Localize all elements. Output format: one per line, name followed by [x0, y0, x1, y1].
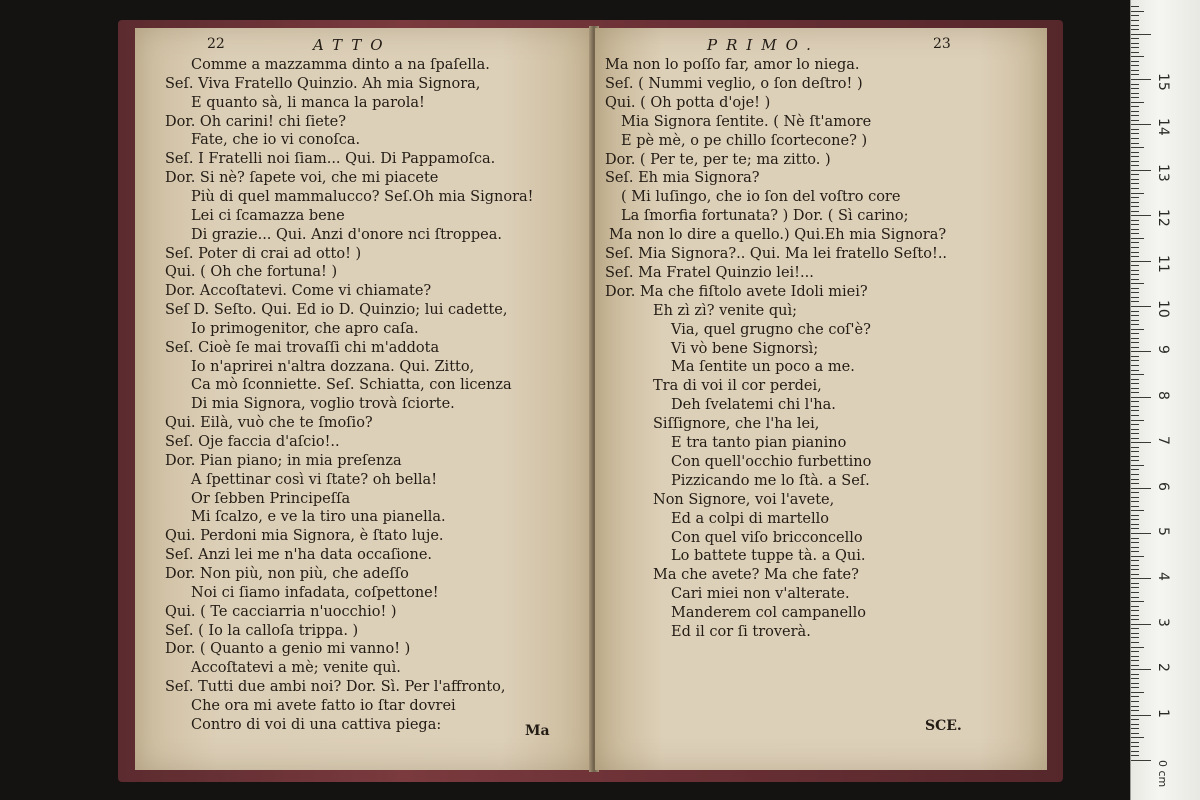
right-text-line: Seſ. ( Nummi veglio, o ſon deſtro! ) — [605, 75, 863, 92]
right-text-line: Seſ. Ma Fratel Quinzio lei!... — [605, 264, 814, 281]
right-text-line: Con quell'occhio furbettino — [671, 453, 872, 470]
ruler-tick — [1131, 106, 1139, 107]
ruler-tick — [1131, 392, 1139, 393]
ruler-tick — [1131, 70, 1139, 71]
ruler-tick — [1131, 65, 1139, 66]
ruler-tick — [1131, 615, 1139, 616]
ruler-tick — [1131, 233, 1139, 234]
right-text-line: Seſ. Mia Signora?.. Qui. Ma lei fratello Seſto!.. — [605, 246, 948, 262]
ruler-tick — [1131, 451, 1139, 452]
left-text-line: Accoſtatevi a mè; venite quì. — [191, 660, 401, 677]
ruler-number: 15 — [1155, 73, 1171, 91]
right-text-line: Dor. ( Per te, per te; ma zitto. ) — [605, 151, 831, 168]
ruler-tick — [1131, 93, 1139, 94]
ruler-tick — [1131, 288, 1139, 289]
ruler-tick — [1131, 247, 1139, 248]
left-catchword: Ma — [525, 723, 550, 739]
ruler-tick — [1131, 74, 1139, 75]
ruler-tick — [1131, 356, 1139, 357]
left-text-line: Seſ. Cioè ſe mai trovaſſi chi m'addota — [165, 339, 440, 356]
left-page-number: 22 — [207, 36, 225, 52]
ruler-tick — [1131, 43, 1139, 44]
ruler-tick — [1131, 202, 1139, 203]
right-text-line: Vi vò bene Signorsì; — [671, 340, 819, 357]
left-text-line: Di mia Signora, voglio trovà ſciorte. — [191, 396, 455, 413]
ruler-tick — [1131, 696, 1139, 697]
ruler-number: 2 — [1155, 663, 1171, 673]
ruler-tick — [1131, 574, 1139, 575]
ruler-tick — [1131, 488, 1151, 489]
right-text-line: Ma non lo poſſo far, amor lo niega. — [605, 57, 860, 73]
ruler-tick — [1131, 174, 1139, 175]
left-text-line: Fate, che io vi conoſca. — [191, 132, 361, 149]
right-text-line: Non Signore, voi l'avete, — [653, 491, 835, 508]
ruler-tick — [1131, 706, 1139, 707]
ruler-tick — [1131, 252, 1139, 253]
ruler-tick — [1131, 583, 1139, 584]
ruler-number: 14 — [1155, 118, 1171, 137]
right-text-line: ( Mi luſingo, che io ſon del voſtro core — [621, 189, 901, 206]
ruler-tick — [1131, 438, 1139, 439]
ruler-tick — [1131, 152, 1139, 153]
ruler-tick — [1131, 79, 1151, 80]
ruler-number: 3 — [1155, 617, 1171, 627]
ruler-tick — [1131, 88, 1139, 89]
ruler-tick — [1131, 551, 1139, 552]
left-text-line: A ſpettinar così vi ſtate? oh bella! — [191, 471, 438, 488]
ruler-tick — [1131, 333, 1139, 334]
ruler-tick — [1131, 610, 1139, 611]
ruler-tick — [1131, 533, 1151, 534]
ruler-tick — [1131, 311, 1139, 312]
right-text-line: Mia Signora ſentite. ( Nè ſt'amore — [621, 113, 872, 130]
left-text-line: Ca mò ſconniette. Seſ. Schiatta, con licenza — [191, 377, 512, 394]
ruler-tick — [1131, 506, 1139, 507]
ruler-tick — [1131, 29, 1139, 30]
ruler-tick — [1131, 406, 1139, 407]
ruler-tick — [1131, 724, 1139, 725]
ruler-tick — [1131, 624, 1151, 625]
ruler-tick — [1131, 515, 1139, 516]
ruler-tick — [1131, 197, 1139, 198]
ruler-tick — [1131, 733, 1139, 734]
ruler-tick — [1131, 138, 1139, 139]
measuring-ruler — [1130, 0, 1200, 800]
ruler-tick — [1131, 165, 1139, 166]
ruler-tick — [1131, 719, 1139, 720]
ruler-tick — [1131, 469, 1139, 470]
left-text-line: Qui. ( Oh che fortuna! ) — [165, 264, 338, 281]
ruler-tick — [1131, 224, 1139, 225]
ruler-number: 8 — [1155, 390, 1171, 400]
ruler-tick — [1131, 429, 1139, 430]
ruler-tick — [1131, 751, 1139, 752]
ruler-tick — [1131, 710, 1139, 711]
ruler-tick — [1131, 147, 1144, 148]
left-text-line: Dor. Non più, non più, che adeſſo — [165, 565, 409, 582]
ruler-tick — [1131, 606, 1139, 607]
ruler-tick — [1131, 6, 1139, 7]
ruler-tick — [1131, 760, 1151, 761]
ruler-tick — [1131, 360, 1139, 361]
ruler-tick — [1131, 111, 1139, 112]
ruler-tick — [1131, 401, 1139, 402]
ruler-tick — [1131, 261, 1151, 262]
right-running-head: PRIMO. — [707, 36, 820, 54]
ruler-tick — [1131, 297, 1139, 298]
ruler-tick — [1131, 25, 1139, 26]
ruler-tick — [1131, 410, 1139, 411]
ruler-tick — [1131, 460, 1139, 461]
ruler-tick — [1131, 665, 1139, 666]
right-text-line: Eh zì zì? venite quì; — [653, 302, 797, 319]
ruler-unit-label: 0 cm — [1156, 760, 1169, 788]
ruler-tick — [1131, 578, 1151, 579]
left-text-line: Seſ. Anzi lei me n'ha data occaſione. — [165, 547, 433, 564]
ruler-tick — [1131, 242, 1139, 243]
ruler-tick — [1131, 415, 1139, 416]
ruler-tick — [1131, 447, 1139, 448]
left-text-line: Qui. Perdoni mia Signora, è ſtato luje. — [165, 528, 444, 545]
right-text-line: Ma non lo dire a quello.) Qui.Eh mia Signora? — [609, 227, 947, 244]
ruler-tick — [1131, 656, 1139, 657]
ruler-tick — [1131, 220, 1139, 221]
ruler-tick — [1131, 342, 1139, 343]
ruler-tick — [1131, 424, 1139, 425]
left-text-line: Io primogenitor, che apro caſa. — [191, 320, 419, 337]
ruler-tick — [1131, 170, 1151, 171]
right-text-line: Ed a colpi di martello — [671, 510, 830, 527]
left-text-line: Qui. Eilà, vuò che te ſmoſio? — [165, 415, 373, 432]
left-text-line: Dor. Accoſtatevi. Come vi chiamate? — [165, 283, 432, 300]
right-text-line: Ma ſentite un poco a me. — [671, 359, 855, 376]
ruler-tick — [1131, 692, 1144, 693]
ruler-tick — [1131, 365, 1139, 366]
ruler-tick — [1131, 742, 1139, 743]
ruler-tick — [1131, 324, 1139, 325]
ruler-tick — [1131, 97, 1139, 98]
right-text-line: Siſſignore, che l'ha lei, — [653, 416, 820, 433]
right-text-line: Qui. ( Oh potta d'oje! ) — [605, 94, 771, 111]
ruler-tick — [1131, 61, 1139, 62]
ruler-tick — [1131, 301, 1139, 302]
left-text-line: Che ora mi avete fatto io ſtar dovrei — [191, 697, 456, 714]
left-text-line: Dor. Oh carini! chi ſiete? — [165, 113, 346, 130]
ruler-tick — [1131, 687, 1139, 688]
left-text-line: Di grazie... Qui. Anzi d'onore nci ſtroppea. — [191, 226, 502, 243]
ruler-tick — [1131, 601, 1144, 602]
ruler-tick — [1131, 592, 1139, 593]
left-text-line: Comme a mazzamma dinto a na ſpaſella. — [191, 57, 490, 73]
ruler-number: 1 — [1155, 708, 1171, 718]
left-text-line: Mi ſcalzo, e ve la tiro una pianella. — [191, 509, 446, 526]
ruler-tick — [1131, 256, 1139, 257]
ruler-tick — [1131, 510, 1144, 511]
ruler-tick — [1131, 479, 1139, 480]
ruler-tick — [1131, 156, 1139, 157]
ruler-tick — [1131, 20, 1139, 21]
ruler-tick — [1131, 715, 1151, 716]
ruler-tick — [1131, 315, 1139, 316]
right-text-line: Via, quel grugno che coſ'è? — [671, 321, 871, 338]
ruler-tick — [1131, 47, 1139, 48]
ruler-tick — [1131, 538, 1139, 539]
ruler-tick — [1131, 283, 1144, 284]
ruler-tick — [1131, 379, 1139, 380]
ruler-tick — [1131, 215, 1151, 216]
left-text-line: Contro di voi di una cattiva piega: — [191, 716, 442, 733]
ruler-tick — [1131, 492, 1139, 493]
ruler-tick — [1131, 755, 1139, 756]
ruler-tick — [1131, 628, 1139, 629]
right-text-line: Deh ſvelatemi chi l'ha. — [671, 397, 836, 414]
ruler-tick — [1131, 265, 1139, 266]
ruler-tick — [1131, 483, 1139, 484]
ruler-tick — [1131, 370, 1139, 371]
ruler-tick — [1131, 102, 1144, 103]
right-text-line: Pizzicando me lo ſtà. a Seſ. — [671, 472, 870, 489]
ruler-tick — [1131, 161, 1139, 162]
right-text-line: Ed il cor ſi troverà. — [671, 624, 811, 640]
right-text-line: E pè mè, o pe chillo ſcortecone? ) — [621, 132, 868, 149]
ruler-tick — [1131, 11, 1144, 12]
left-text-line: Seſ. Oje faccia d'aſcio!.. — [165, 434, 340, 450]
ruler-tick — [1131, 669, 1151, 670]
ruler-number: 13 — [1155, 163, 1171, 182]
ruler-tick — [1131, 619, 1139, 620]
ruler-tick — [1131, 383, 1139, 384]
ruler-tick — [1131, 374, 1144, 375]
right-text-line: Con quel viſo bricconcello — [671, 529, 863, 546]
right-page-number: 23 — [933, 36, 951, 52]
ruler-tick — [1131, 84, 1139, 85]
ruler-tick — [1131, 651, 1139, 652]
ruler-tick — [1131, 115, 1139, 116]
right-text-line: Cari miei non v'alterate. — [671, 586, 850, 603]
left-text-line: Dor. Si nè? ſapete voi, che mi piacete — [165, 170, 439, 187]
ruler-tick — [1131, 660, 1139, 661]
ruler-tick — [1131, 556, 1144, 557]
ruler-tick — [1131, 133, 1139, 134]
left-text-line: Lei ci ſcamazza bene — [191, 207, 345, 224]
left-page — [135, 28, 593, 770]
ruler-tick — [1131, 637, 1139, 638]
ruler-tick — [1131, 274, 1139, 275]
ruler-tick — [1131, 542, 1139, 543]
ruler-number: 7 — [1155, 436, 1171, 446]
ruler-number: 10 — [1155, 300, 1171, 318]
ruler-tick — [1131, 183, 1139, 184]
ruler-tick — [1131, 329, 1144, 330]
ruler-tick — [1131, 565, 1139, 566]
ruler-tick — [1131, 38, 1139, 39]
right-text-line: Manderem col campanello — [671, 605, 867, 622]
ruler-tick — [1131, 683, 1139, 684]
ruler-tick — [1131, 524, 1139, 525]
ruler-tick — [1131, 188, 1139, 189]
ruler-tick — [1131, 347, 1139, 348]
ruler-tick — [1131, 388, 1139, 389]
left-text-line: Dor. Pian piano; in mia preſenza — [165, 452, 402, 469]
right-page — [595, 28, 1047, 770]
ruler-tick — [1131, 211, 1139, 212]
right-text-line: Ma che avete? Ma che fate? — [653, 567, 859, 584]
ruler-tick — [1131, 701, 1139, 702]
ruler-tick — [1131, 129, 1139, 130]
ruler-tick — [1131, 338, 1139, 339]
right-text-line: Seſ. Eh mia Signora? — [605, 170, 760, 187]
ruler-tick — [1131, 501, 1139, 502]
right-catchword: SCE. — [925, 718, 962, 734]
left-text-line: Seſ. Poter di crai ad otto! ) — [165, 245, 362, 262]
left-running-head: ATTO — [313, 36, 392, 54]
right-text-line: Dor. Ma che fiſtolo avete Idoli miei? — [605, 283, 868, 300]
ruler-tick — [1131, 120, 1139, 121]
ruler-tick — [1131, 238, 1144, 239]
ruler-number: 6 — [1155, 481, 1171, 491]
ruler-tick — [1131, 442, 1151, 443]
ruler-tick — [1131, 465, 1144, 466]
left-text-line: Or ſebben Principeſſa — [191, 490, 351, 507]
left-text-line: Qui. ( Te cacciarria n'uocchio! ) — [165, 603, 397, 620]
ruler-number: 4 — [1155, 572, 1171, 582]
ruler-tick — [1131, 528, 1139, 529]
right-text-line: Lo battete tuppe tà. a Qui. — [671, 548, 866, 565]
ruler-tick — [1131, 420, 1144, 421]
ruler-tick — [1131, 497, 1139, 498]
ruler-tick — [1131, 56, 1144, 57]
ruler-tick — [1131, 15, 1139, 16]
left-text-line: Seſ. Tutti due ambi noi? Dor. Sì. Per l'affronto, — [165, 679, 506, 696]
left-text-line: Seſ D. Seſto. Qui. Ed io D. Quinzio; lui cadette, — [165, 302, 508, 319]
ruler-tick — [1131, 179, 1139, 180]
ruler-tick — [1131, 397, 1151, 398]
ruler-tick — [1131, 569, 1139, 570]
ruler-tick — [1131, 674, 1139, 675]
ruler-tick — [1131, 229, 1139, 230]
ruler-tick — [1131, 456, 1139, 457]
ruler-tick — [1131, 728, 1139, 729]
left-text-line: Seſ. ( Io la calloſa trippa. ) — [165, 622, 359, 639]
ruler-tick — [1131, 124, 1151, 125]
left-text-line: Dor. ( Quanto a genio mi vanno! ) — [165, 641, 411, 658]
ruler-tick — [1131, 270, 1139, 271]
ruler-tick — [1131, 642, 1139, 643]
ruler-tick — [1131, 737, 1144, 738]
left-text-line: Io n'aprirei n'altra dozzana. Qui. Zitto, — [191, 358, 475, 375]
ruler-tick — [1131, 320, 1139, 321]
ruler-tick — [1131, 279, 1139, 280]
right-text-line: Tra di voi il cor perdei, — [653, 378, 822, 395]
right-text-line: La ſmorfia fortunata? ) Dor. ( Sì carino; — [621, 208, 909, 225]
ruler-tick — [1131, 433, 1139, 434]
ruler-tick — [1131, 587, 1139, 588]
ruler-tick — [1131, 597, 1139, 598]
left-text-line: Più di quel mammalucco? Seſ.Oh mia Signora! — [191, 188, 534, 205]
ruler-tick — [1131, 351, 1151, 352]
ruler-tick — [1131, 34, 1151, 35]
left-text-line: Seſ. I Fratelli noi ſiam... Qui. Di Pappamoſca. — [165, 151, 496, 168]
ruler-tick — [1131, 633, 1139, 634]
left-text-line: E quanto sà, li manca la parola! — [191, 94, 425, 111]
ruler-tick — [1131, 560, 1139, 561]
ruler-tick — [1131, 52, 1139, 53]
ruler-tick — [1131, 292, 1139, 293]
ruler-number: 5 — [1155, 527, 1171, 536]
left-text-line: Seſ. Viva Fratello Quinzio. Ah mia Signora, — [165, 75, 481, 92]
ruler-tick — [1131, 306, 1151, 307]
ruler-tick — [1131, 193, 1144, 194]
ruler-tick — [1131, 474, 1139, 475]
ruler-tick — [1131, 746, 1139, 747]
ruler-number: 11 — [1155, 254, 1171, 273]
ruler-tick — [1131, 547, 1139, 548]
ruler-tick — [1131, 519, 1139, 520]
ruler-tick — [1131, 647, 1144, 648]
right-text-line: E tra tanto pian pianino — [671, 435, 847, 451]
left-text-line: Noi ci ſiamo infadata, coſpettone! — [191, 584, 439, 601]
ruler-tick — [1131, 206, 1139, 207]
ruler-number: 12 — [1155, 209, 1171, 228]
ruler-number: 9 — [1155, 345, 1171, 355]
ruler-tick — [1131, 143, 1139, 144]
ruler-tick — [1131, 678, 1139, 679]
